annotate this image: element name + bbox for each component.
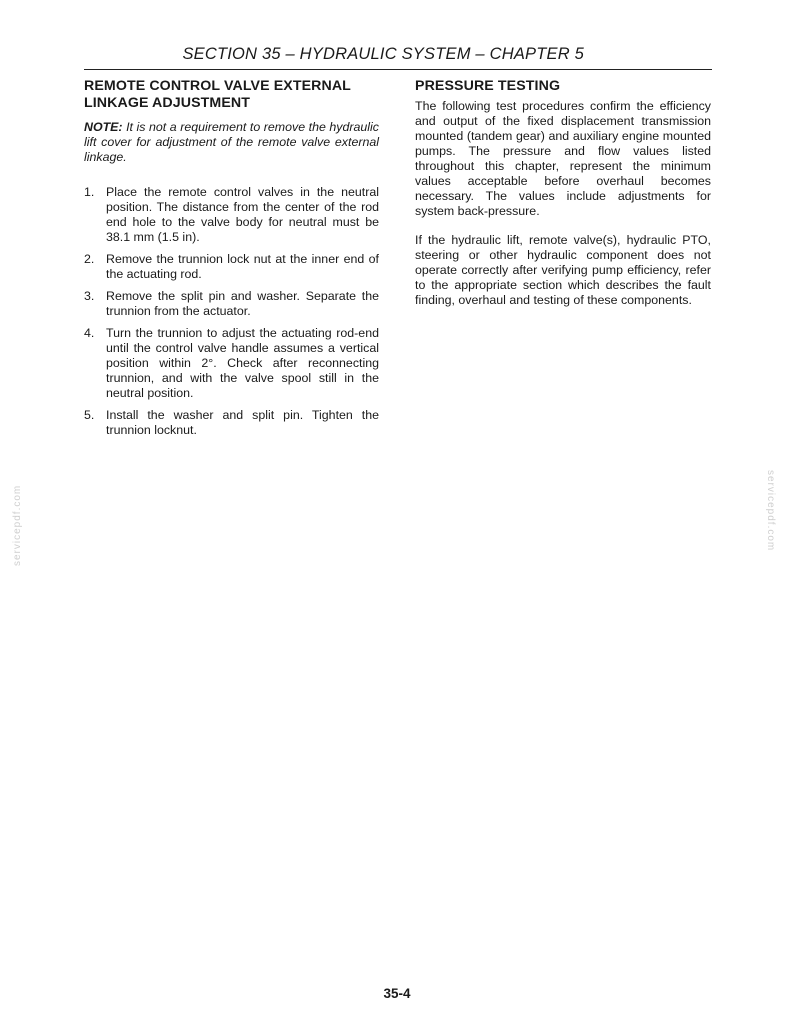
step-text: Remove the trunnion lock nut at the inner end of the actuating rod.	[106, 252, 379, 281]
list-item	[84, 326, 379, 401]
pressure-testing-heading: PRESSURE TESTING	[415, 78, 561, 94]
component-paragraph: If the hydraulic lift, remote valve(s), hydraulic PTO, steering or other hydraulic component does not operate correctly after verifying pump efficiency, refer to the appropriate section which describes the fault finding, overhaul and testing of these components.	[415, 233, 711, 307]
watermark-right: servicepdf.com	[765, 470, 776, 552]
right-column	[415, 78, 711, 322]
page-number: 35-4	[383, 986, 411, 1001]
step-text: Install the washer and split pin. Tighten the trunnion locknut.	[106, 408, 379, 437]
list-item	[84, 408, 379, 438]
step-text: Place the remote control valves in the neutral position. The distance from the center of the rod end hole to the valve body for neutral must be 38.1 mm (1.5 in).	[106, 185, 379, 244]
section-title: SECTION 35 – HYDRAULIC SYSTEM – CHAPTER 5	[182, 45, 584, 63]
intro-paragraph: The following test procedures confirm the efficiency and output of the fixed displacement transmission mounted (tandem gear) and auxiliary engine mounted pumps. The pressure and flow values listed throughout this chapter, represent the minimum values acceptable before overhaul becomes necessary. The values include adjustments for system back-pressure.	[415, 99, 711, 218]
step-number: 2.	[84, 252, 95, 266]
step-text: Turn the trunnion to adjust the actuating rod-end until the control valve handle assumes a vertical position within 2°. Check after reconnecting trunnion, and with the valve spool still in the neutral position.	[106, 326, 379, 400]
watermark-left: servicepdf.com	[12, 484, 23, 566]
list-item	[84, 289, 379, 319]
page-header	[84, 41, 712, 70]
step-number: 4.	[84, 326, 95, 340]
note	[84, 120, 379, 165]
linkage-adjustment-heading: REMOTE CONTROL VALVE EXTERNAL LINKAGE ADJUSTMENT	[84, 78, 351, 111]
list-item	[84, 185, 379, 245]
list-item	[84, 252, 379, 282]
adjustment-steps	[84, 185, 379, 438]
left-column	[84, 78, 379, 445]
step-number: 1.	[84, 185, 95, 199]
step-number: 3.	[84, 289, 95, 303]
step-text: Remove the split pin and washer. Separate the trunnion from the actuator.	[106, 289, 379, 318]
step-number: 5.	[84, 408, 95, 422]
note-text: It is not a requirement to remove the hydraulic lift cover for adjustment of the remote valve external linkage.	[84, 120, 379, 164]
note-label: NOTE:	[84, 120, 123, 134]
